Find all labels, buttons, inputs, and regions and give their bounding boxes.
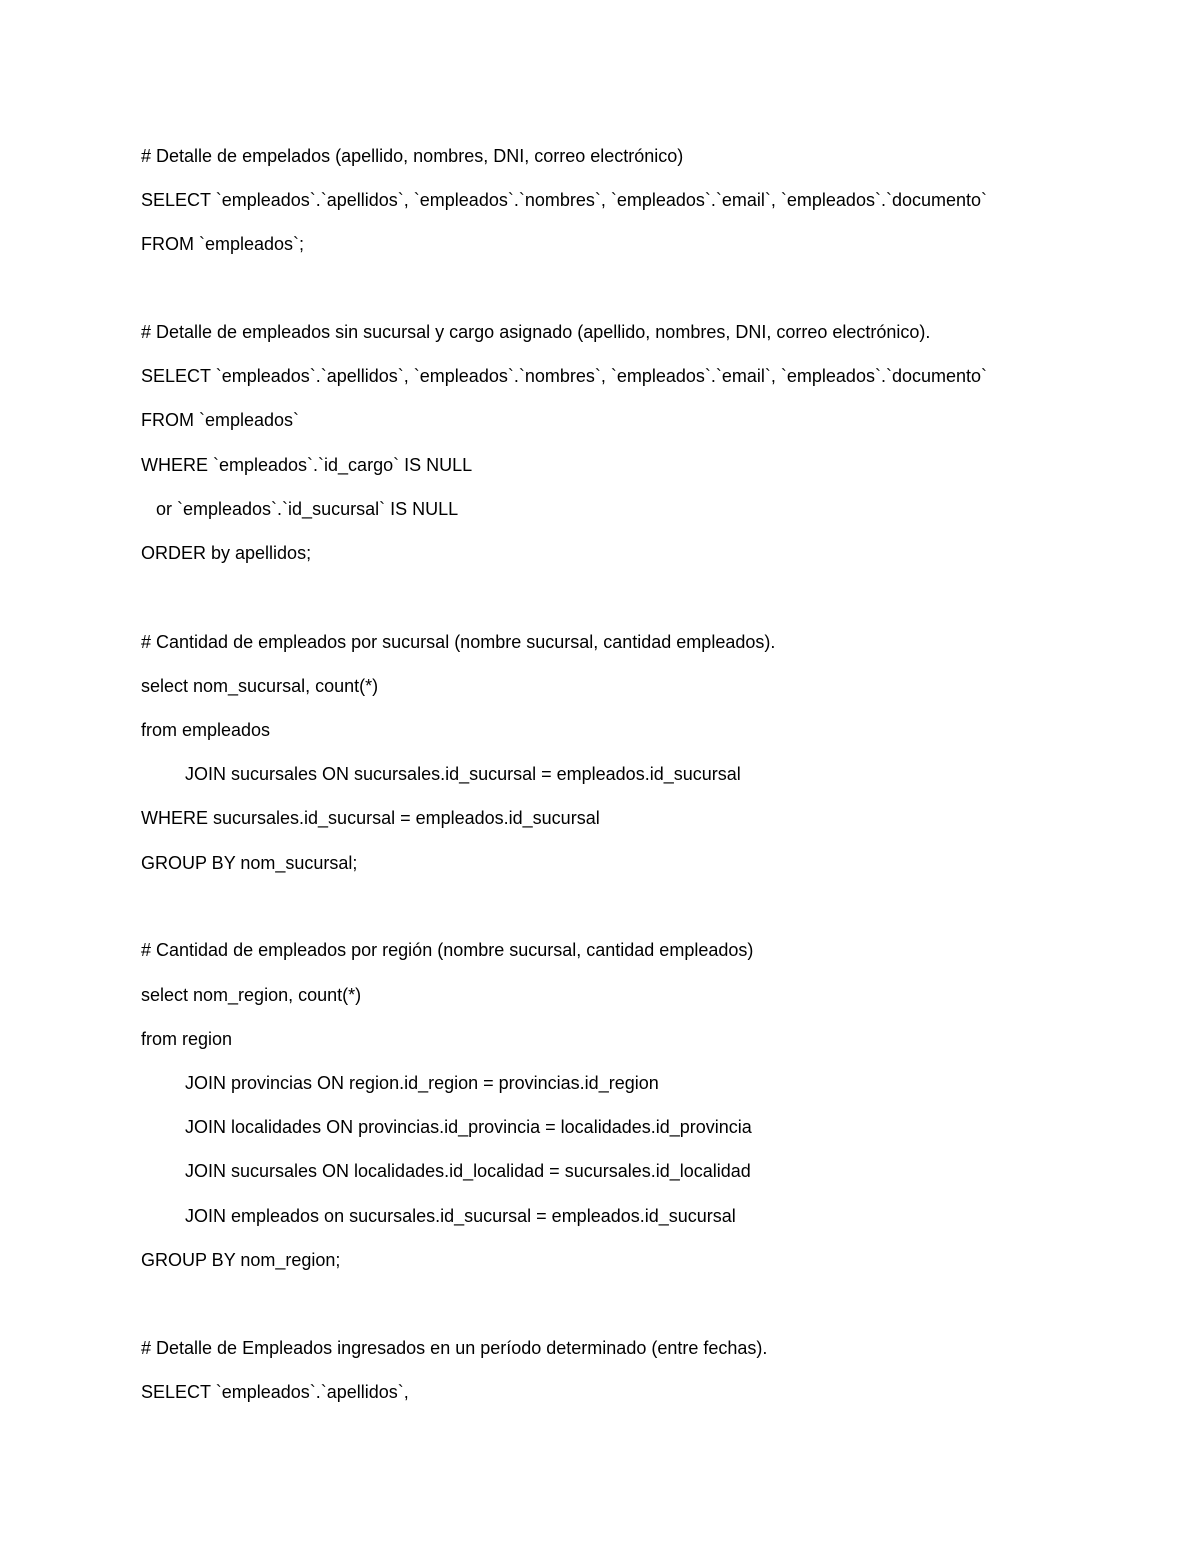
sql-line: WHERE `empleados`.`id_cargo` IS NULL <box>141 455 473 475</box>
sql-line: JOIN localidades ON provincias.id_provincia = localidades.id_provincia <box>185 1117 752 1137</box>
sql-line: select nom_region, count(*) <box>141 985 362 1005</box>
sql-line: WHERE sucursales.id_sucursal = empleados.id_sucursal <box>141 808 600 828</box>
sql-line: select nom_sucursal, count(*) <box>141 676 379 696</box>
sql-line: JOIN empleados on sucursales.id_sucursal = empleados.id_sucursal <box>185 1206 736 1226</box>
sql-line: JOIN sucursales ON sucursales.id_sucursal = empleados.id_sucursal <box>185 764 741 784</box>
sql-line: JOIN sucursales ON localidades.id_localidad = sucursales.id_localidad <box>185 1161 751 1181</box>
comment-line: # Detalle de empelados (apellido, nombres, DNI, correo electrónico) <box>141 146 684 166</box>
sql-line: JOIN provincias ON region.id_region = provincias.id_region <box>185 1073 659 1093</box>
sql-line: FROM `empleados` <box>141 410 300 430</box>
sql-line: SELECT `empleados`.`apellidos`, <box>141 1382 409 1402</box>
sql-line: ORDER by apellidos; <box>141 543 312 563</box>
sql-line: from region <box>141 1029 233 1049</box>
sql-line: SELECT `empleados`.`apellidos`, `empleados`.`nombres`, `empleados`.`email`, `empleados`.`documento` <box>141 366 987 386</box>
comment-line: # Cantidad de empleados por región (nombre sucursal, cantidad empleados) <box>141 940 754 960</box>
comment-line: # Cantidad de empleados por sucursal (nombre sucursal, cantidad empleados). <box>141 632 776 652</box>
sql-line: GROUP BY nom_region; <box>141 1250 341 1270</box>
sql-line: FROM `empleados`; <box>141 234 305 254</box>
sql-line: from empleados <box>141 720 271 740</box>
sql-line: or `empleados`.`id_sucursal` IS NULL <box>156 499 459 519</box>
sql-line: GROUP BY nom_sucursal; <box>141 853 358 873</box>
comment-line: # Detalle de empleados sin sucursal y cargo asignado (apellido, nombres, DNI, correo electrónico). <box>141 322 931 342</box>
sql-line: SELECT `empleados`.`apellidos`, `empleados`.`nombres`, `empleados`.`email`, `empleados`.`documento` <box>141 190 987 210</box>
comment-line: # Detalle de Empleados ingresados en un período determinado (entre fechas). <box>141 1338 768 1358</box>
